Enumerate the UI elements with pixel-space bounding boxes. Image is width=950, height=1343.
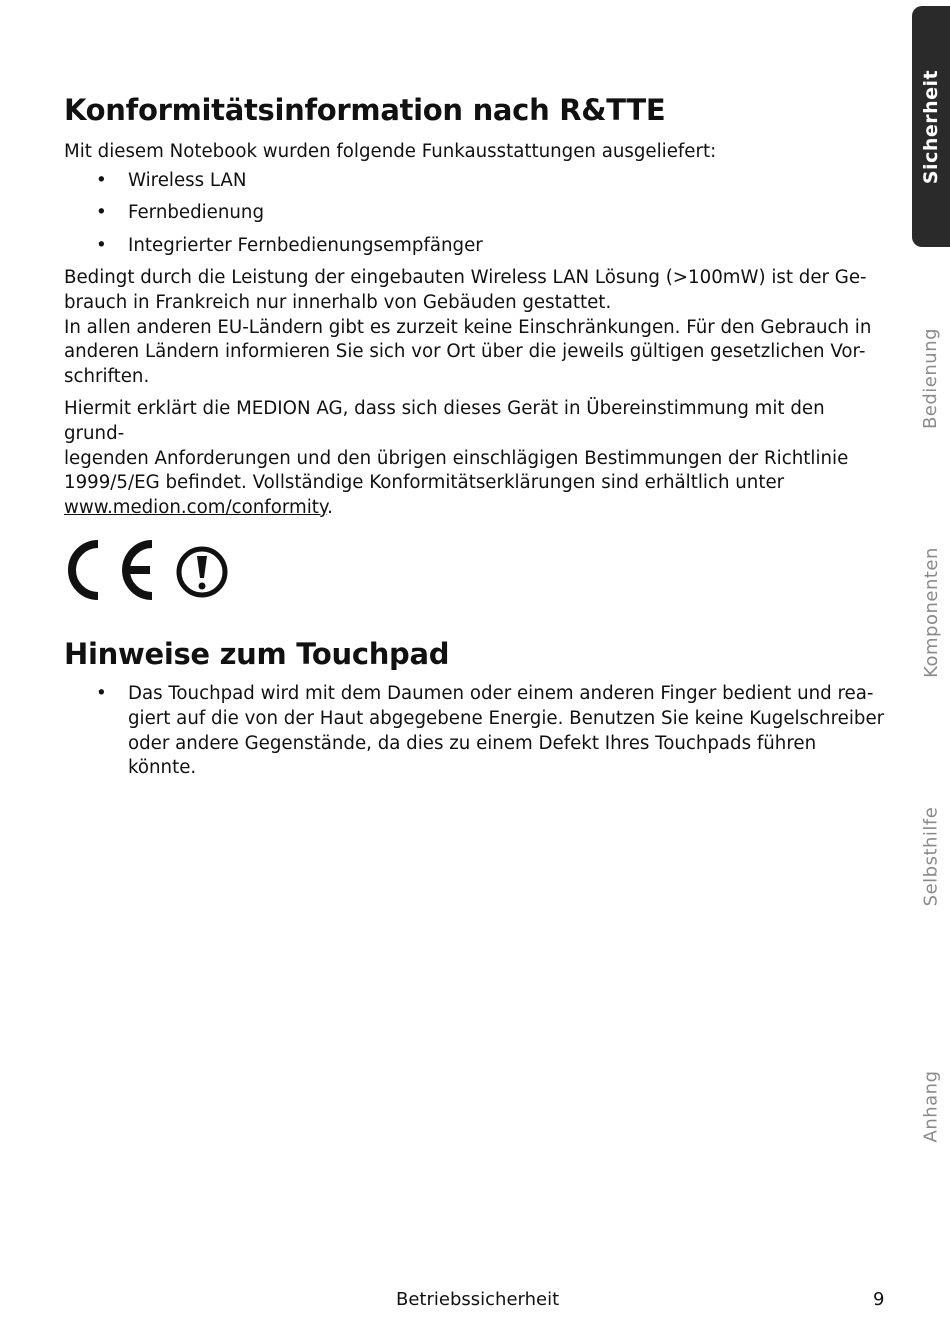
section-heading-conformity: Konformitätsinformation nach R&TTE (64, 93, 666, 127)
bullet-icon: • (96, 202, 107, 224)
list-item: • Fernbedienung (64, 201, 888, 226)
bullet-icon: • (96, 169, 107, 191)
list-item: • Integrierter Fernbedienungsempfänger (64, 234, 888, 259)
intro-text: Mit diesem Notebook wurden folgende Funkausstattungen ausgeliefert: (64, 141, 717, 162)
tab-komponenten[interactable]: Komponenten (920, 546, 942, 678)
conformity-link[interactable]: www.medion.com/conformity (64, 496, 328, 518)
footer-title: Betriebssicherheit (396, 1289, 560, 1310)
list-item: • Wireless LAN (64, 169, 888, 194)
bullet-icon: • (96, 683, 107, 705)
list-item: • Das Touchpad wird mit dem Daumen oder einem anderen Finger bedient und rea- giert auf die von der Haut abgegebene Energie. Benutzen Sie keine Kugelschreiber oder andere Gegenstände, da dies zu einem Defekt Ihres Touchpads führen könnte. (96, 683, 885, 779)
tab-sicherheit[interactable]: Sicherheit (912, 6, 950, 247)
exclamation-circle-icon (179, 549, 225, 595)
section-heading-touchpad: Hinweise zum Touchpad (64, 637, 450, 672)
declaration-text: Hiermit erklärt die MEDION AG, dass sich dieses Gerät in Übereinstimmung mit den grund- legenden Anforderungen und den übrigen einschlägigen Bestimmungen der Richtlinie 1999/5/EG befindet. Vollständige Konformitätserklärungen sind erhältlich unter www.medion.com/conformity. (64, 398, 849, 518)
wireless-restriction-text: Bedingt durch die Leistung der eingebauten Wireless LAN Lösung (>100mW) ist der Ge- brauch in Frankreich nur innerhalb von Gebäuden gestattet. In allen anderen EU-Ländern gibt es zurzeit keine Einschränkungen. Für den Gebrauch in anderen Ländern informieren Sie sich vor Ort über die jeweils gültigen gesetzlichen Vor- schriften. (64, 267, 872, 387)
certification-logos (64, 536, 888, 602)
ce-mark-icon (72, 544, 152, 596)
side-tab-strip (912, 6, 950, 1246)
equipment-list (64, 169, 888, 259)
touchpad-notes (64, 682, 888, 780)
page-content (64, 88, 888, 789)
tab-anhang[interactable]: Anhang (920, 1070, 942, 1142)
bullet-icon: • (96, 234, 107, 256)
tab-selbsthilfe[interactable]: Selbsthilfe (920, 806, 942, 906)
page-number: 9 (873, 1289, 885, 1310)
tab-bedienung[interactable]: Bedienung (920, 327, 942, 429)
